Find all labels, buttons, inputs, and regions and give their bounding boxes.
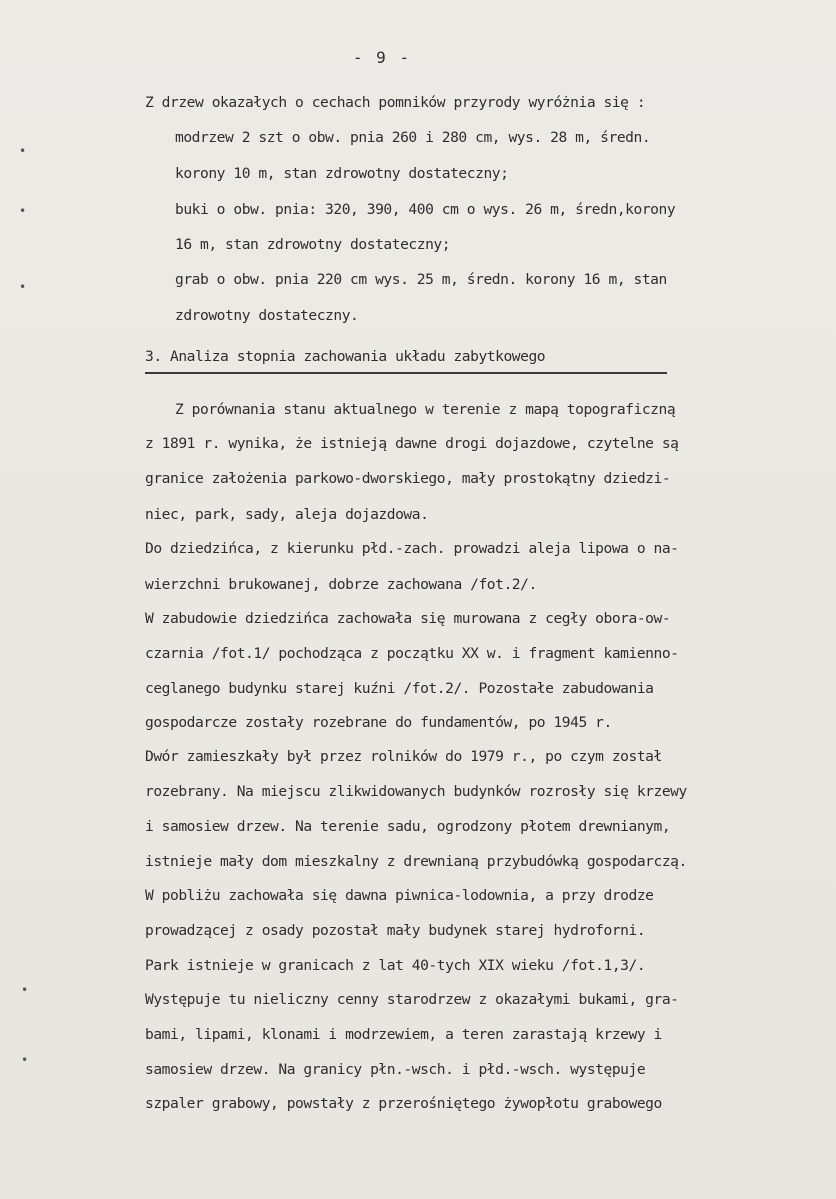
margin-speck: • bbox=[21, 1053, 29, 1067]
text-line: Z drzew okazałych o cechach pomników przyrody wyróżnia się : bbox=[145, 94, 646, 111]
text-line: rozebrany. Na miejscu zlikwidowanych budynków rozrosły się krzewy bbox=[145, 783, 687, 800]
text-line: istnieje mały dom mieszkalny z drewnianą przybudówką gospodarczą. bbox=[145, 853, 687, 870]
text-line: granice założenia parkowo-dworskiego, mały prostokątny dziedzi- bbox=[145, 470, 671, 487]
text-line: Występuje tu nieliczny cenny starodrzew z okazałymi bukami, gra- bbox=[145, 991, 679, 1008]
heading-underline bbox=[145, 372, 667, 374]
text-line: zdrowotny dostateczny. bbox=[175, 307, 359, 324]
text-line: szpaler grabowy, powstały z przerośniętego żywopłotu grabowego bbox=[145, 1095, 662, 1112]
text-line: i samosiew drzew. Na terenie sadu, ogrodzony płotem drewnianym, bbox=[145, 818, 671, 835]
text-line: niec, park, sady, aleja dojazdowa. bbox=[145, 506, 429, 523]
text-line: Do dziedzińca, z kierunku płd.-zach. prowadzi aleja lipowa o na- bbox=[145, 540, 679, 557]
margin-speck: • bbox=[19, 204, 27, 218]
text-line: samosiew drzew. Na granicy płn.-wsch. i płd.-wsch. występuje bbox=[145, 1061, 646, 1078]
margin-speck: • bbox=[19, 144, 27, 158]
text-line: gospodarcze zostały rozebrane do fundamentów, po 1945 r. bbox=[145, 714, 612, 731]
text-line: z 1891 r. wynika, że istnieją dawne drogi dojazdowe, czytelne są bbox=[145, 435, 679, 452]
page-number: - 9 - bbox=[352, 48, 412, 67]
text-line: buki o obw. pnia: 320, 390, 400 cm o wys. 26 m, średn,korony bbox=[175, 201, 676, 218]
text-line: grab o obw. pnia 220 cm wys. 25 m, średn. korony 16 m, stan bbox=[175, 271, 667, 288]
margin-speck: • bbox=[21, 983, 29, 997]
text-line: W zabudowie dziedzińca zachowała się murowana z cegły obora-ow- bbox=[145, 610, 671, 627]
margin-speck: • bbox=[19, 280, 27, 294]
text-line: Dwór zamieszkały był przez rolników do 1979 r., po czym został bbox=[145, 748, 662, 765]
text-line: ceglanego budynku starej kuźni /fot.2/. Pozostałe zabudowania bbox=[145, 680, 654, 697]
text-line: Z porównania stanu aktualnego w terenie z mapą topograficzną bbox=[175, 401, 676, 418]
text-line: modrzew 2 szt o obw. pnia 260 i 280 cm, wys. 28 m, średn. bbox=[175, 129, 651, 146]
text-line: korony 10 m, stan zdrowotny dostateczny; bbox=[175, 165, 509, 182]
text-line: W pobliżu zachowała się dawna piwnica-lodownia, a przy drodze bbox=[145, 887, 654, 904]
text-line: 16 m, stan zdrowotny dostateczny; bbox=[175, 236, 451, 253]
text-line: czarnia /fot.1/ pochodząca z początku XX w. i fragment kamienno- bbox=[145, 645, 679, 662]
text-line: Park istnieje w granicach z lat 40-tych XIX wieku /fot.1,3/. bbox=[145, 957, 646, 974]
section-heading: 3. Analiza stopnia zachowania układu zabytkowego bbox=[145, 348, 546, 365]
text-line: bami, lipami, klonami i modrzewiem, a teren zarastają krzewy i bbox=[145, 1026, 662, 1043]
text-line: wierzchni brukowanej, dobrze zachowana /fot.2/. bbox=[145, 576, 537, 593]
text-line: prowadzącej z osady pozostał mały budynek starej hydroforni. bbox=[145, 922, 646, 939]
